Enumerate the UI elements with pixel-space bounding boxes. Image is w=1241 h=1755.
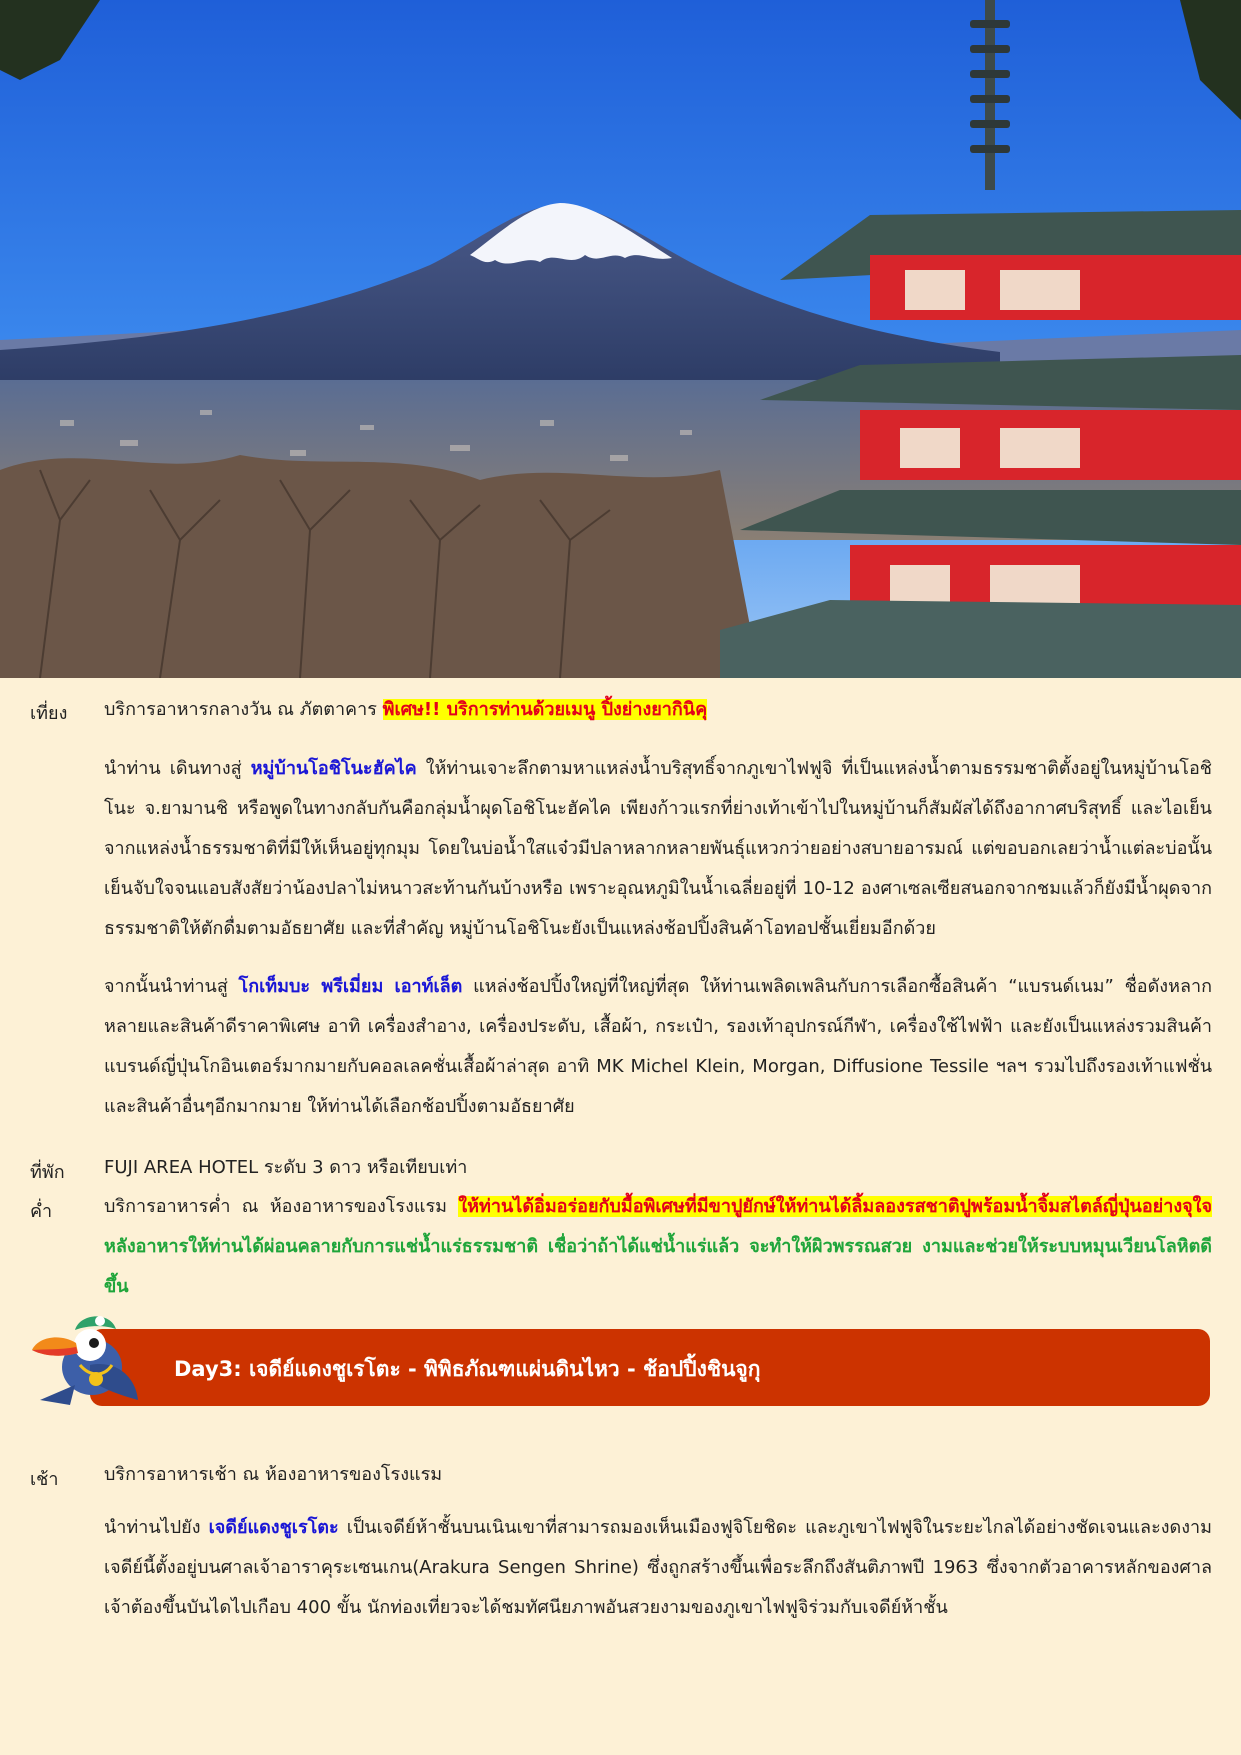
hero-photo (0, 0, 1241, 678)
dinner-highlight: ให้ท่านได้อิ่มอร่อยกับมื้อพิเศษที่มีขาปูยักษ์ให้ท่านได้ลิ้มลองรสชาติปูพร้อมน้ำจิ้มสไตล์ญี่ปุ่นอย่างจุใจ (458, 1196, 1212, 1217)
paragraph-oshino-text (104, 749, 1212, 949)
place-gotemba: โกเท็มบะ พรีเมี่ยม เอาท์เล็ต (238, 976, 463, 997)
toucan-mascot-icon (20, 1305, 140, 1419)
hotel-text: FUJI AREA HOTEL ระดับ 3 ดาว หรือเทียบเท่า (104, 1157, 468, 1178)
day3-title: Day3: เจดีย์แดงชูเรโตะ - พิพิธภัณฑแผ่นดินไหว - ช้อปปิ้งชินจูกุ (174, 1357, 761, 1381)
lunch-label: เที่ยง (30, 703, 68, 724)
paragraph-chureito-text (104, 1508, 1212, 1628)
lunch-text (104, 690, 1212, 730)
place-oshino: หมู่บ้านโอชิโนะฮัคไค (250, 758, 417, 779)
dinner-text (104, 1187, 1212, 1307)
breakfast-text: บริการอาหารเช้า ณ ห้องอาหารของโรงแรม (104, 1464, 443, 1485)
paragraph-oshino-intro: นำท่าน เดินทางสู่ (104, 758, 251, 779)
paragraph-oshino-body: ให้ท่านเจาะลึกตามหาแหล่งน้ำบริสุทธิ์จากภูเขาไฟฟูจิ ที่เป็นแหล่งน้ำตามธรรมชาติตั้งอยู่ในหมู่บ้านโอชิโนะ จ.ยามานชิ หรือพูดในทางกลับกันคือกลุ่มน้ำผุดโอชิโนะฮัคไค เพียงก้าวแรกที่ย่างเท้าเข้าไปในหมู่บ้านก็สัมผัสได้ถึงอากาศบริสุทธิ์ และไอเย็นจากแหล่งน้ำธรรมชาติที่มีให้เห็นอยู่ทุกมุม โดยในบ่อน้ำใสแจ๋วมีปลาหลากหลายพันธุ์แหวกว่ายอย่างสบายอารมณ์ แต่ขอบอกเลยว่าน้ำแต่ละบ่อนั้นเย็นจับใจจนแอบสังสัยว่าน้องปลาไม่หนาวสะท้านกันบ้างหรือ เพราะอุณหภูมิในน้ำเฉลี่ยอยู่ที่ 10-12 องศาเซลเซียสนอกจากชมแล้วก็ยังมีน้ำผุดจากธรรมชาติให้ตักดื่มตามอัธยาศัย และที่สำคัญ หมู่บ้านโอชิโนะยังเป็นแหล่งช้อปปิ้งสินค้าโอทอปชั้นเยี่ยมอีกด้วย (104, 758, 1212, 939)
fuji-pagoda-photo (0, 0, 1241, 678)
paragraph-chureito-intro: นำท่านไปยัง (104, 1517, 209, 1538)
paragraph-gotemba-intro: จากนั้นนำท่านสู่ (104, 976, 239, 997)
lunch-description: บริการอาหารกลางวัน ณ ภัตตาคาร (104, 699, 383, 720)
dinner-label: ค่ำ (30, 1201, 53, 1222)
day3-banner (90, 1329, 1210, 1406)
dinner-description: บริการอาหารค่ำ ณ ห้องอาหารของโรงแรม (104, 1196, 459, 1217)
breakfast-label: เช้า (30, 1469, 59, 1490)
dinner-onsen: หลังอาหารให้ท่านได้ผ่อนคลายกับการแช่น้ำแร่ธรรมชาติ เชื่อว่าถ้าได้แช่น้ำแร่แล้ว จะทำให้ผิวพรรณสวย งามและช่วยให้ระบบหมุนเวียนโลหิตดีขึ้น (104, 1236, 1212, 1297)
lunch-highlight: พิเศษ!! บริการท่านด้วยเมนู ปิ้งย่างยากินิคุ (382, 699, 708, 720)
hotel-label: ที่พัก (30, 1162, 65, 1183)
paragraph-gotemba-text (104, 967, 1212, 1127)
paragraph-chureito-body: เป็นเจดีย์ห้าชั้นบนเนินเขาที่สามารถมองเห็นเมืองฟูจิโยชิดะ และภูเขาไฟฟูจิในระยะไกลได้อย่างชัดเจนและงดงาม เจดีย์นี้ตั้งอยู่บนศาลเจ้าอาราคุระเซนเกน(Arakura Sengen Shrine) ซึ่งถูกสร้างขึ้นเพื่อระลึกถึงสันติภาพปี 1963 ซึ่งจากตัวอาคารหลักของศาลเจ้าต้องขึ้นบันไดไปเกือบ 400 ขั้น นักท่องเที่ยวจะได้ชมทัศนียภาพอันสวยงามของภูเขาไฟฟูจิร่วมกับเจดีย์ห้าชั้น (104, 1517, 1212, 1618)
paragraph-gotemba-body: แหล่งช้อปปิ้งใหญ่ที่ใหญ่ที่สุด ให้ท่านเพลิดเพลินกับการเลือกซื้อสินค้า “แบรนด์เนม” ชื่อดังหลากหลายและสินค้าดีราคาพิเศษ อาทิ เครื่องสำอาง, เครื่องประดับ, เสื้อผ้า, กระเป๋า, รองเท้าอุปกรณ์กีฬา, เครื่องใช้ไฟฟ้า และยังเป็นแหล่งรวมสินค้าแบรนด์ญี่ปุ่นโกอินเตอร์มากมายกับคอลเลคชั่นเสื้อผ้าล่าสุด อาทิ MK Michel Klein, Morgan, Diffusione Tessile ฯลฯ รวมไปถึงรองเท้าแฟชั่น และสินค้าอื่นๆอีกมากมาย ให้ท่านได้เลือกช้อปปิ้งตามอัธยาศัย (104, 976, 1212, 1117)
place-chureito: เจดีย์แดงชูเรโตะ (208, 1517, 339, 1538)
